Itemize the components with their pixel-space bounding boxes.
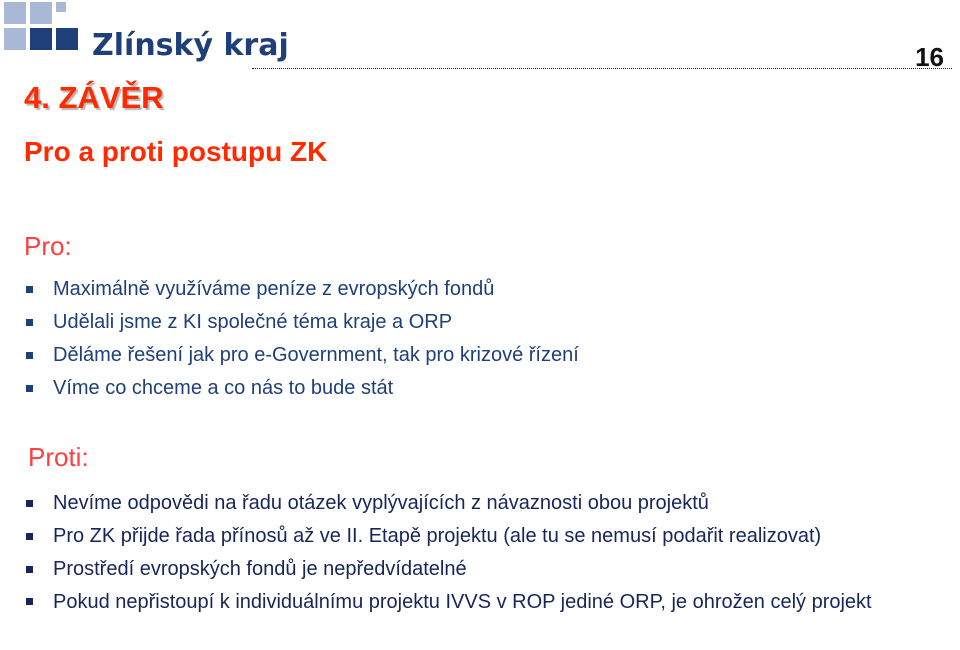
header-divider [252,68,952,69]
bullet-square-icon [26,566,33,573]
bullet-square-icon [26,533,33,540]
proti-item-text: Prostředí evropských fondů je nepředvídatelné [53,558,467,580]
bullet-square-icon [26,500,33,507]
bullet-square-icon [26,598,33,605]
logo-text: Zlínský kraj [92,28,289,63]
pro-item-text: Víme co chceme a co nás to bude stát [53,377,394,399]
logo-square-light-2 [30,2,52,24]
proti-item [24,487,944,520]
zlinsky-kraj-logo [0,0,289,70]
bullet-square-icon [26,352,33,359]
logo-square-dark-3 [56,2,66,12]
pro-item [24,273,579,306]
logo-square-dark-1 [30,28,52,50]
section-title: 4. ZÁVĚR [24,80,164,115]
proti-item-text: Pokud nepřistoupí k individuálnímu projektu IVVS v ROP jediné ORP, je ohrožen celý projekt [53,591,872,613]
pro-item [24,339,579,372]
proti-item-text: Pro ZK přijde řada přínosů až ve II. Etapě projektu (ale tu se nemusí podařit realizovat) [53,525,822,547]
logo-square-dark-2 [56,28,78,50]
pro-item [24,306,579,339]
pro-item-text: Udělali jsme z KI společné téma kraje a ORP [53,311,453,333]
pro-item [24,372,579,405]
pro-list [24,273,579,405]
proti-heading: Proti: [28,442,89,472]
slide-title: Pro a proti postupu ZK [24,136,328,167]
proti-item [24,586,944,616]
logo-square-light-3 [4,28,26,50]
bullet-square-icon [26,385,33,392]
pro-item-text: Děláme řešení jak pro e-Government, tak pro krizové řízení [53,344,579,366]
page-number: 16 [915,42,944,72]
proti-item-text: Nevíme odpovědi na řadu otázek vyplývajících z návaznosti obou projektů [53,492,709,514]
proti-item [24,553,944,586]
pro-heading: Pro: [24,231,72,261]
pro-item-text: Maximálně využíváme peníze z evropských fondů [53,278,495,300]
bullet-square-icon [26,319,33,326]
proti-item [24,520,944,553]
bullet-square-icon [26,286,33,293]
proti-list [24,487,944,616]
logo-square-light-1 [4,2,26,24]
